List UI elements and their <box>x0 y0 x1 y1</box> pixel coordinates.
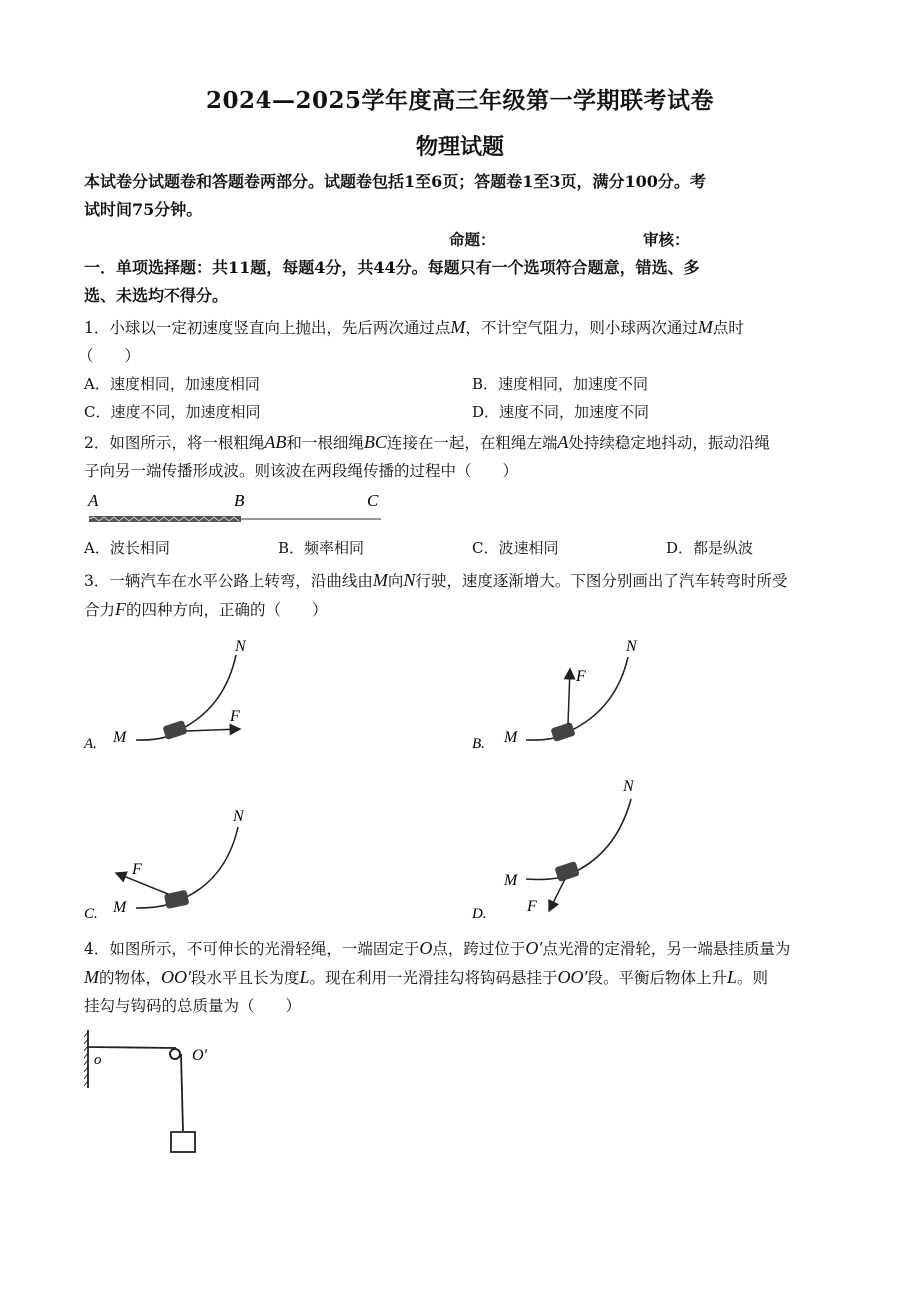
force-arrow <box>186 729 240 731</box>
q1-stem-text: ，不计空气阻力，则小球两次通过 <box>465 319 698 337</box>
car-icon <box>162 720 187 740</box>
q2-option-d[interactable] <box>666 537 753 558</box>
option-text: 波长相同 <box>109 539 170 557</box>
intro-line-2: 试时间75分钟。 <box>84 200 203 219</box>
figure-label-f: F <box>230 708 240 725</box>
q4-stem-text: 。现在利用一光滑挂勾将钩码悬挂于 <box>309 969 558 987</box>
q2-stem-text: 和一根细绳 <box>286 434 364 452</box>
force-arrow <box>568 669 570 724</box>
question-4-stem-line-3: 挂勾与钩码的总质量为（ ） <box>84 997 302 1015</box>
figure-label-n: N <box>626 638 637 655</box>
section-heading-line-2: 选、未选均不得分。 <box>84 286 229 305</box>
q1-var-m: M <box>697 317 713 337</box>
option-text: 速度相同，加速度相同 <box>109 375 260 393</box>
option-label: D． <box>666 539 694 557</box>
point-o-label: o <box>94 1052 102 1068</box>
q4-var-oo-prime: OO′ <box>161 967 191 987</box>
q3-stem-text: 合力 <box>84 601 116 619</box>
q1-var-m: M <box>450 317 466 337</box>
option-text: 速度不同，加速度相同 <box>110 403 261 421</box>
option-text: 速度不同，加速度不同 <box>499 403 650 421</box>
q4-stem-text: 的物体， <box>99 969 162 987</box>
figure-label-f: F <box>527 898 537 915</box>
q3-stem-text: 向 <box>387 572 404 590</box>
q3-figure-d[interactable] <box>468 773 668 923</box>
q4-var-oo-prime: OO′ <box>557 967 588 987</box>
option-label: B． <box>278 539 305 557</box>
rope-label-a: A <box>88 491 99 510</box>
q3-var-f: F <box>115 599 127 619</box>
reviewer-label: 审核： <box>643 230 690 249</box>
figure-label-m: M <box>504 872 518 889</box>
car-icon <box>164 890 190 909</box>
q2-option-b[interactable] <box>278 537 364 558</box>
exam-title: 2024—2025学年度高三年级第一学期联考试卷 <box>205 87 715 114</box>
q4-var-l: L <box>299 967 310 987</box>
figure-label-f: F <box>132 861 142 878</box>
q2-option-a[interactable] <box>84 537 170 558</box>
q3-var-n: N <box>403 570 416 590</box>
q2-stem-text: 2．如图所示，将一根粗绳 <box>84 434 265 452</box>
point-o-prime-label: O′ <box>192 1047 208 1064</box>
question-1 <box>78 313 844 370</box>
q4-var-l: L <box>726 967 737 987</box>
q4-stem-text: 点，跨过位于 <box>432 940 526 958</box>
q1-option-a[interactable] <box>84 373 260 394</box>
section-heading <box>84 254 844 310</box>
figure-label-m: M <box>113 899 127 916</box>
exam-intro <box>84 168 844 224</box>
option-label: C． <box>472 539 499 557</box>
q1-option-d[interactable] <box>472 401 649 422</box>
question-2-stem-line-1 <box>84 428 844 457</box>
hanging-block <box>171 1132 195 1152</box>
pulley-icon <box>170 1049 180 1059</box>
answer-blank: （ ） <box>78 347 141 365</box>
q4-stem-text: 。则 <box>736 969 768 987</box>
q2-stem-text: 连接在一起，在粗绳左端 <box>386 434 558 452</box>
rope-label-c: C <box>367 491 379 510</box>
figure-option-label: B. <box>472 736 485 752</box>
figure-option-label: A. <box>84 736 97 752</box>
q3-var-m: M <box>372 570 388 590</box>
option-label: A． <box>84 539 110 557</box>
figure-label-n: N <box>623 778 634 795</box>
q3-figure-a[interactable] <box>80 625 280 755</box>
figure-label-m: M <box>113 729 127 746</box>
question-3-stem-line-2 <box>84 595 844 624</box>
question-3 <box>84 566 844 624</box>
option-label: C． <box>84 403 111 421</box>
option-text: 频率相同 <box>304 539 365 557</box>
q1-option-c[interactable] <box>84 401 261 422</box>
figure-label-n: N <box>235 638 246 655</box>
option-label: A． <box>84 375 110 393</box>
q2-stem-text: 处持续稳定地抖动，振动沿绳 <box>568 434 770 452</box>
section-heading-line-1: 一．单项选择题：共11题，每题4分，共44分。每题只有一个选项符合题意，错选、多 <box>84 258 700 277</box>
option-text: 速度相同，加速度不同 <box>498 375 649 393</box>
q3-figure-c[interactable] <box>80 795 280 925</box>
figure-option-label: C. <box>84 906 98 922</box>
figure-option-label: D. <box>472 906 487 922</box>
q3-stem-text: 的四种方向，正确的（ ） <box>126 601 328 619</box>
trajectory-curve <box>526 799 631 880</box>
car-icon <box>550 722 575 742</box>
figure-label-f: F <box>576 668 586 685</box>
q2-option-c[interactable] <box>472 537 559 558</box>
q3-figure-b[interactable] <box>468 625 668 755</box>
q4-stem-text: 4．如图所示，不可伸长的光滑轻绳，一端固定于 <box>84 940 420 958</box>
q4-var-o-prime: O′ <box>525 938 543 958</box>
q2-var-bc: BC <box>363 432 387 452</box>
option-label: D． <box>472 403 500 421</box>
option-text: 都是纵波 <box>693 539 754 557</box>
figure-label-m: M <box>504 729 518 746</box>
q4-var-m: M <box>84 967 99 987</box>
q3-stem-text: 行驶，速度逐渐增大。下图分别画出了汽车转弯时所受 <box>415 572 788 590</box>
q4-var-o: O <box>419 938 433 958</box>
q3-stem-text: 3．一辆汽车在水平公路上转弯，沿曲线由 <box>84 572 373 590</box>
rope-figure <box>84 488 384 528</box>
question-4-stem-line-1 <box>84 934 844 963</box>
q4-stem-text: 段水平且长为度 <box>190 969 300 987</box>
question-2 <box>84 428 844 485</box>
q2-var-ab: AB <box>264 432 287 452</box>
q1-option-b[interactable] <box>472 373 648 394</box>
author-label: 命题： <box>449 230 496 249</box>
question-4 <box>84 934 844 1020</box>
trajectory-curve <box>136 655 236 740</box>
q1-stem-text: 1．小球以一定初速度竖直向上抛出，先后两次通过点 <box>84 319 451 337</box>
figure-label-n: N <box>233 808 244 825</box>
intro-line-1: 本试卷分试题卷和答题卷两部分。试题卷包括1至6页；答题卷1至3页，满分100分。考 <box>84 172 706 191</box>
q4-stem-text: 点光滑的定滑轮，另一端悬挂质量为 <box>542 940 791 958</box>
force-arrow <box>549 879 565 911</box>
force-arrow <box>116 873 168 894</box>
question-3-stem-line-1 <box>84 566 844 595</box>
question-4-stem-line-2 <box>84 963 844 992</box>
q4-stem-text: 段。平衡后物体上升 <box>587 969 727 987</box>
car-icon <box>554 861 580 882</box>
pulley-figure <box>84 1026 234 1161</box>
vertical-rope <box>181 1054 183 1131</box>
option-label: B． <box>472 375 499 393</box>
question-1-stem <box>84 313 844 342</box>
question-2-stem-line-2: 子向另一端传播形成波。则该波在两段绳传播的过程中（ ） <box>84 462 519 480</box>
q1-stem-text: 点时 <box>712 319 744 337</box>
option-text: 波速相同 <box>498 539 559 557</box>
q2-var-a: A <box>557 432 569 452</box>
rope-label-b: B <box>234 491 245 510</box>
horizontal-rope <box>88 1047 176 1048</box>
exam-subtitle: 物理试题 <box>415 134 504 160</box>
